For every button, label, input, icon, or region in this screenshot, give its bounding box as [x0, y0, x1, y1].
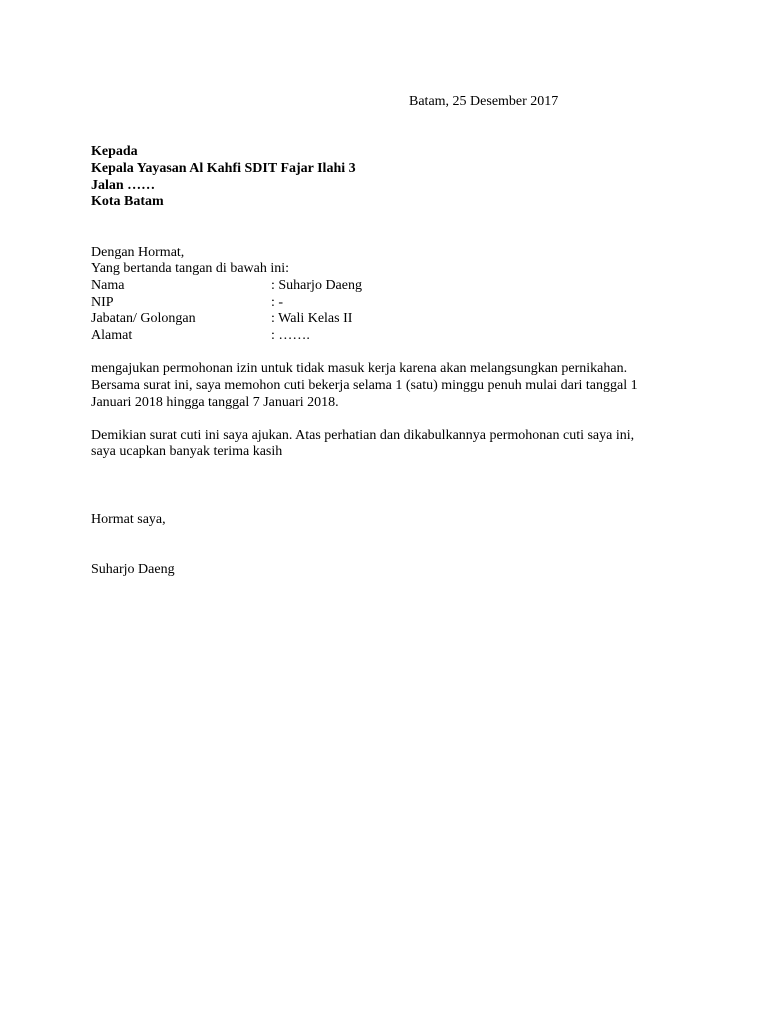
- field-label-alamat: Alamat: [91, 328, 133, 343]
- body-p1-line2: Bersama surat ini, saya memohon cuti bekerja selama 1 (satu) minggu penuh mulai dari tanggal 1: [91, 378, 638, 393]
- field-value-jabatan: : Wali Kelas II: [271, 311, 353, 326]
- letter-date: Batam, 25 Desember 2017: [409, 94, 559, 109]
- body-p2-line1: Demikian surat cuti ini saya ajukan. Atas perhatian dan dikabulkannya permohonan cuti saya ini,: [91, 428, 635, 443]
- recipient-city: Kota Batam: [91, 194, 164, 209]
- recipient-street: Jalan ……: [91, 178, 156, 193]
- field-value-alamat: : …….: [271, 328, 310, 343]
- recipient-title: Kepala Yayasan Al Kahfi SDIT Fajar Ilahi 3: [91, 161, 356, 176]
- greeting: Dengan Hormat,: [91, 245, 185, 260]
- closing: Hormat saya,: [91, 512, 166, 527]
- field-value-nip: : -: [271, 295, 284, 310]
- body-p1-line3: Januari 2018 hingga tanggal 7 Januari 2018.: [91, 395, 339, 410]
- recipient-kepada: Kepada: [91, 144, 138, 159]
- field-value-nama: : Suharjo Daeng: [271, 278, 362, 293]
- field-label-nip: NIP: [91, 295, 114, 310]
- body-p1-line1: mengajukan permohonan izin untuk tidak masuk kerja karena akan melangsungkan pernikahan.: [91, 361, 628, 376]
- field-label-nama: Nama: [91, 278, 125, 293]
- signature-name: Suharjo Daeng: [91, 562, 175, 577]
- body-p2-line2: saya ucapkan banyak terima kasih: [91, 444, 283, 459]
- field-label-jabatan: Jabatan/ Golongan: [91, 311, 196, 326]
- intro-line: Yang bertanda tangan di bawah ini:: [91, 261, 290, 276]
